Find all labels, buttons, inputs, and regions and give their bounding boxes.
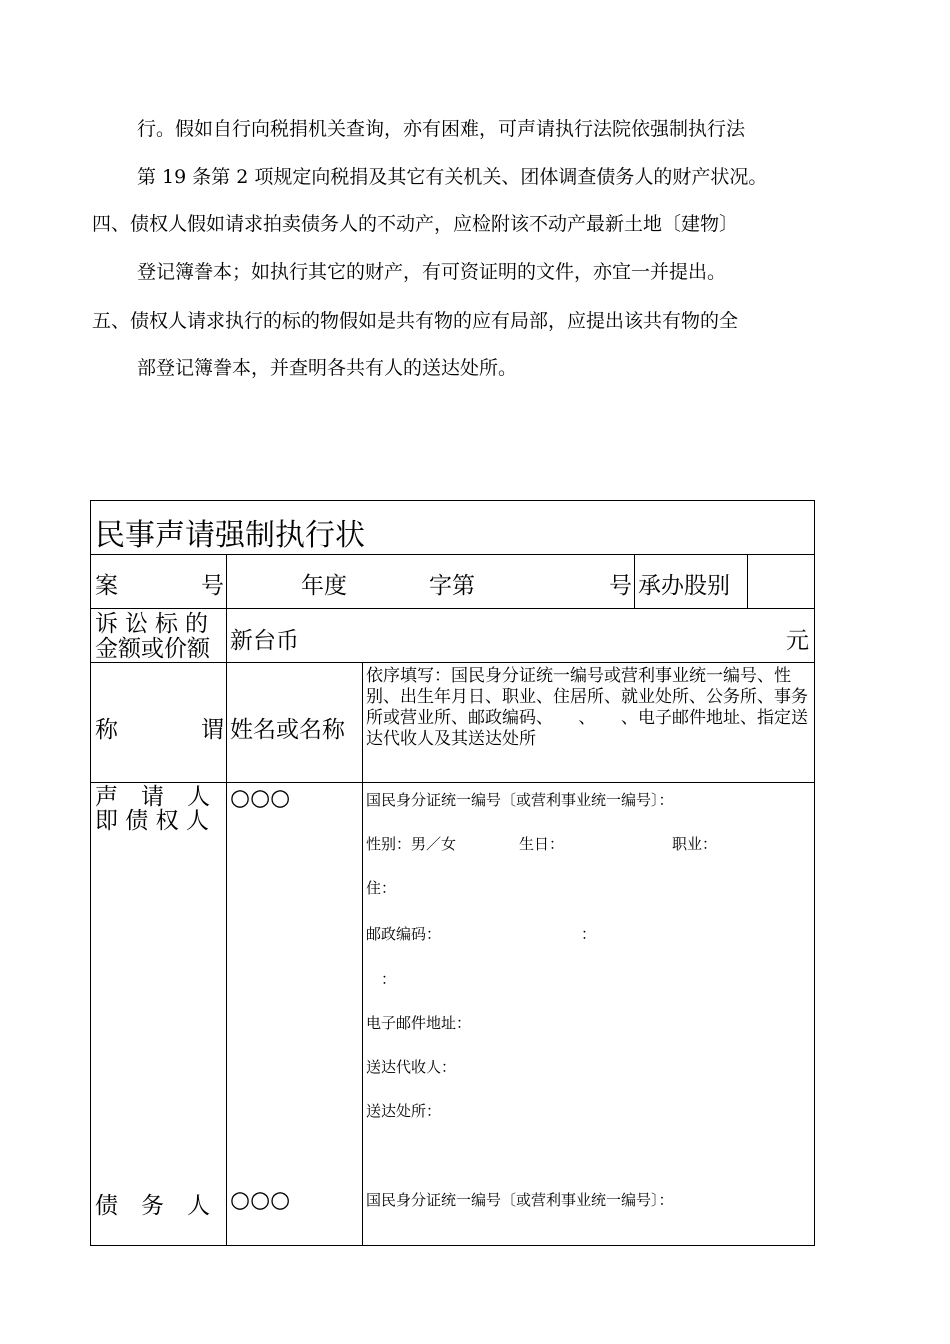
zi-label: 字第 bbox=[429, 573, 475, 599]
colon-mark: ： bbox=[381, 970, 397, 988]
colon-mark: ： bbox=[581, 925, 597, 943]
yuan-label: 元 bbox=[786, 628, 809, 654]
paragraph-line: 部登记簿誊本，并查明各共有人的送达处所。 bbox=[137, 357, 518, 379]
paragraph-line: 第 19 条第 2 项规定向税捐及其它有关机关、团体调查债务人的财产状况。 bbox=[137, 166, 768, 188]
name-header: 姓名或名称 bbox=[230, 717, 345, 743]
applicant-address-field: 住： bbox=[366, 879, 397, 897]
applicant-email-field: 电子邮件地址： bbox=[366, 1014, 472, 1032]
currency-label: 新台币 bbox=[230, 628, 299, 654]
column-divider bbox=[634, 554, 635, 608]
paragraph-line: 登记簿誊本；如执行其它的财产，有可资证明的文件，亦宜一并提出。 bbox=[137, 261, 727, 283]
form-title: 民事声请强制执行状 bbox=[95, 518, 365, 553]
amount-label: 金额或价额 bbox=[95, 636, 210, 662]
instructions-text: 依序填写：国民身分证统一编号或营利事业统一编号、性别、出生年月日、职业、住居所、就业处所、公务所、事务所或营业所、邮政编码、 、 、电子邮件地址、指定送达代收人及其送达处所 bbox=[366, 666, 808, 749]
column-divider bbox=[747, 554, 748, 608]
row-divider bbox=[91, 554, 814, 555]
applicant-postal-field: 邮政编码： bbox=[366, 925, 442, 943]
paragraph-line: 四、债权人假如请求拍卖债务人的不动产，应检附该不动产最新土地〔建物〕 bbox=[92, 213, 739, 235]
applicant-agent-field: 送达代收人： bbox=[366, 1058, 457, 1076]
applicant-label: 声 请 人 bbox=[95, 784, 210, 810]
column-divider bbox=[362, 662, 363, 1245]
applicant-label: 即 债 权 人 bbox=[95, 808, 209, 834]
paragraph-line: 行。假如自行向税捐机关查询，亦有困难，可声请执行法院依强制执行法 bbox=[137, 118, 746, 140]
enforcement-application-form bbox=[90, 500, 815, 1246]
case-number-label: 案 bbox=[95, 573, 118, 599]
appellation-header: 称 bbox=[95, 717, 118, 743]
division-label: 承办股别 bbox=[638, 573, 730, 599]
applicant-job-field: 职业： bbox=[672, 835, 718, 853]
row-divider bbox=[91, 662, 814, 663]
paragraph-line: 五、债权人请求执行的标的物假如是共有物的应有局部，应提出该共有物的全 bbox=[92, 310, 739, 332]
debtor-name: ○○○ bbox=[230, 1187, 291, 1213]
hao-label: 号 bbox=[609, 573, 632, 599]
column-divider bbox=[226, 554, 227, 1245]
debtor-id-field: 国民身分证统一编号〔或营利事业统一编号〕： bbox=[366, 1191, 674, 1209]
applicant-id-field: 国民身分证统一编号〔或营利事业统一编号〕： bbox=[366, 791, 674, 809]
debtor-label: 债 务 人 bbox=[95, 1193, 210, 1219]
case-number-label: 号 bbox=[201, 573, 224, 599]
amount-label: 诉讼标的 bbox=[95, 611, 215, 637]
applicant-birth-field: 生日： bbox=[519, 835, 565, 853]
applicant-gender-field: 性别：男／女 bbox=[366, 835, 457, 853]
appellation-header: 谓 bbox=[201, 717, 224, 743]
row-divider bbox=[91, 782, 814, 783]
row-divider bbox=[91, 608, 814, 609]
applicant-name: ○○○ bbox=[230, 785, 291, 811]
applicant-agent-address-field: 送达处所： bbox=[366, 1102, 442, 1120]
year-label: 年度 bbox=[301, 573, 347, 599]
